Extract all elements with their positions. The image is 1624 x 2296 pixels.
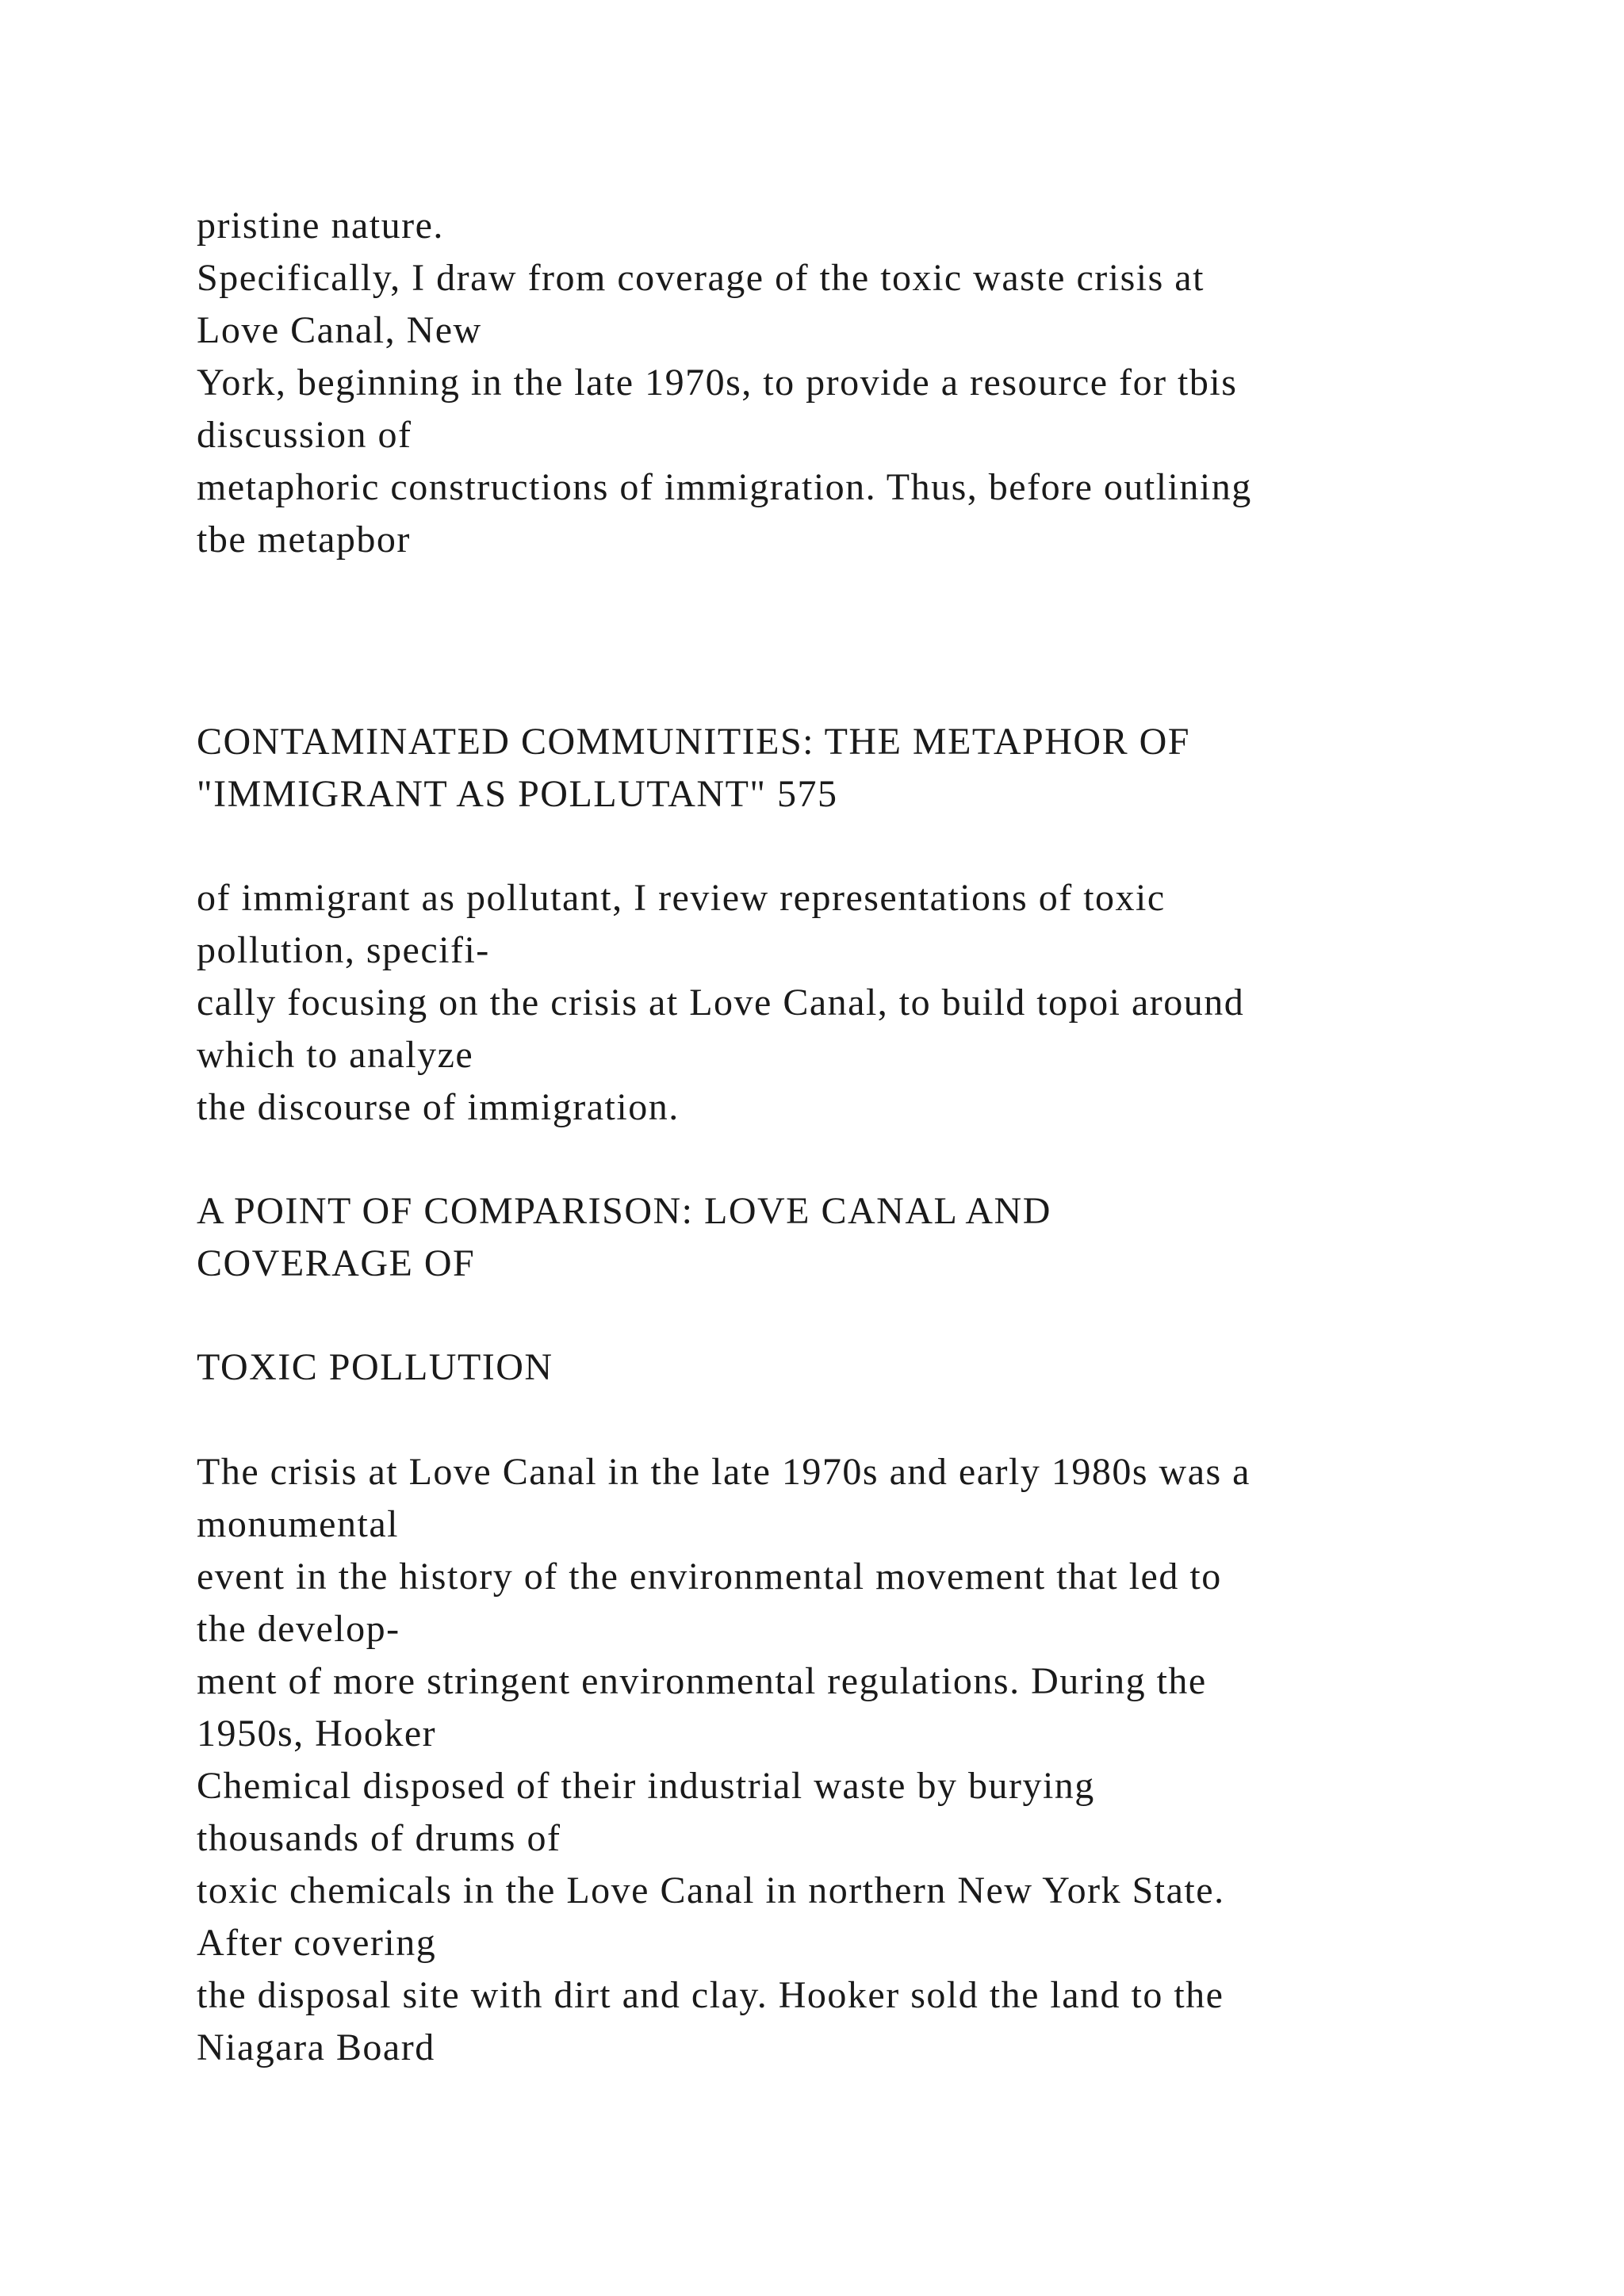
text-line: After covering [197,1922,437,1964]
text-line: metaphoric constructions of immigration. Thus, before outlining [197,466,1252,508]
paragraph-continuation [197,872,1465,1134]
text-line: thousands of drums of [197,1817,561,1859]
text-line: Chemical disposed of their industrial waste by burying [197,1765,1095,1807]
text-line: CONTAMINATED COMMUNITIES: THE METAPHOR OF [197,721,1190,763]
paragraph-intro [197,200,1465,566]
text-line: Specifically, I draw from coverage of the toxic waste crisis at [197,257,1205,299]
text-line: COVERAGE OF [197,1242,476,1284]
text-line: "IMMIGRANT AS POLLUTANT" 575 [197,773,838,815]
text-line: which to analyze [197,1034,474,1076]
text-line: The crisis at Love Canal in the late 1970s and early 1980s was a [197,1451,1251,1493]
text-line: the develop- [197,1608,400,1650]
text-line: Niagara Board [197,2026,435,2068]
text-line: monumental [197,1503,399,1545]
text-line: event in the history of the environmental movement that led to [197,1556,1222,1598]
section-heading-continued [197,1341,1465,1394]
text-line: toxic chemicals in the Love Canal in northern New York State. [197,1869,1225,1911]
text-line: the disposal site with dirt and clay. Hooker sold the land to the [197,1974,1224,2016]
text-line: cally focusing on the crisis at Love Canal, to build topoi around [197,982,1245,1024]
section-heading [197,1185,1465,1290]
text-line: the discourse of immigration. [197,1086,680,1128]
text-line: Love Canal, New [197,309,482,351]
text-line: pristine nature. [197,205,444,247]
text-line: 1950s, Hooker [197,1712,437,1755]
text-line: York, beginning in the late 1970s, to provide a resource for tbis [197,362,1238,404]
running-header [197,716,1465,821]
text-line: pollution, specifi- [197,929,490,971]
paragraph-love-canal [197,1446,1465,2074]
text-line: ment of more stringent environmental regulations. During the [197,1660,1207,1702]
text-line: tbe metapbor [197,519,411,561]
text-line: of immigrant as pollutant, I review representations of toxic [197,877,1166,919]
text-line: TOXIC POLLUTION [197,1346,553,1388]
text-line: discussion of [197,414,412,456]
text-line: A POINT OF COMPARISON: LOVE CANAL AND [197,1190,1051,1232]
